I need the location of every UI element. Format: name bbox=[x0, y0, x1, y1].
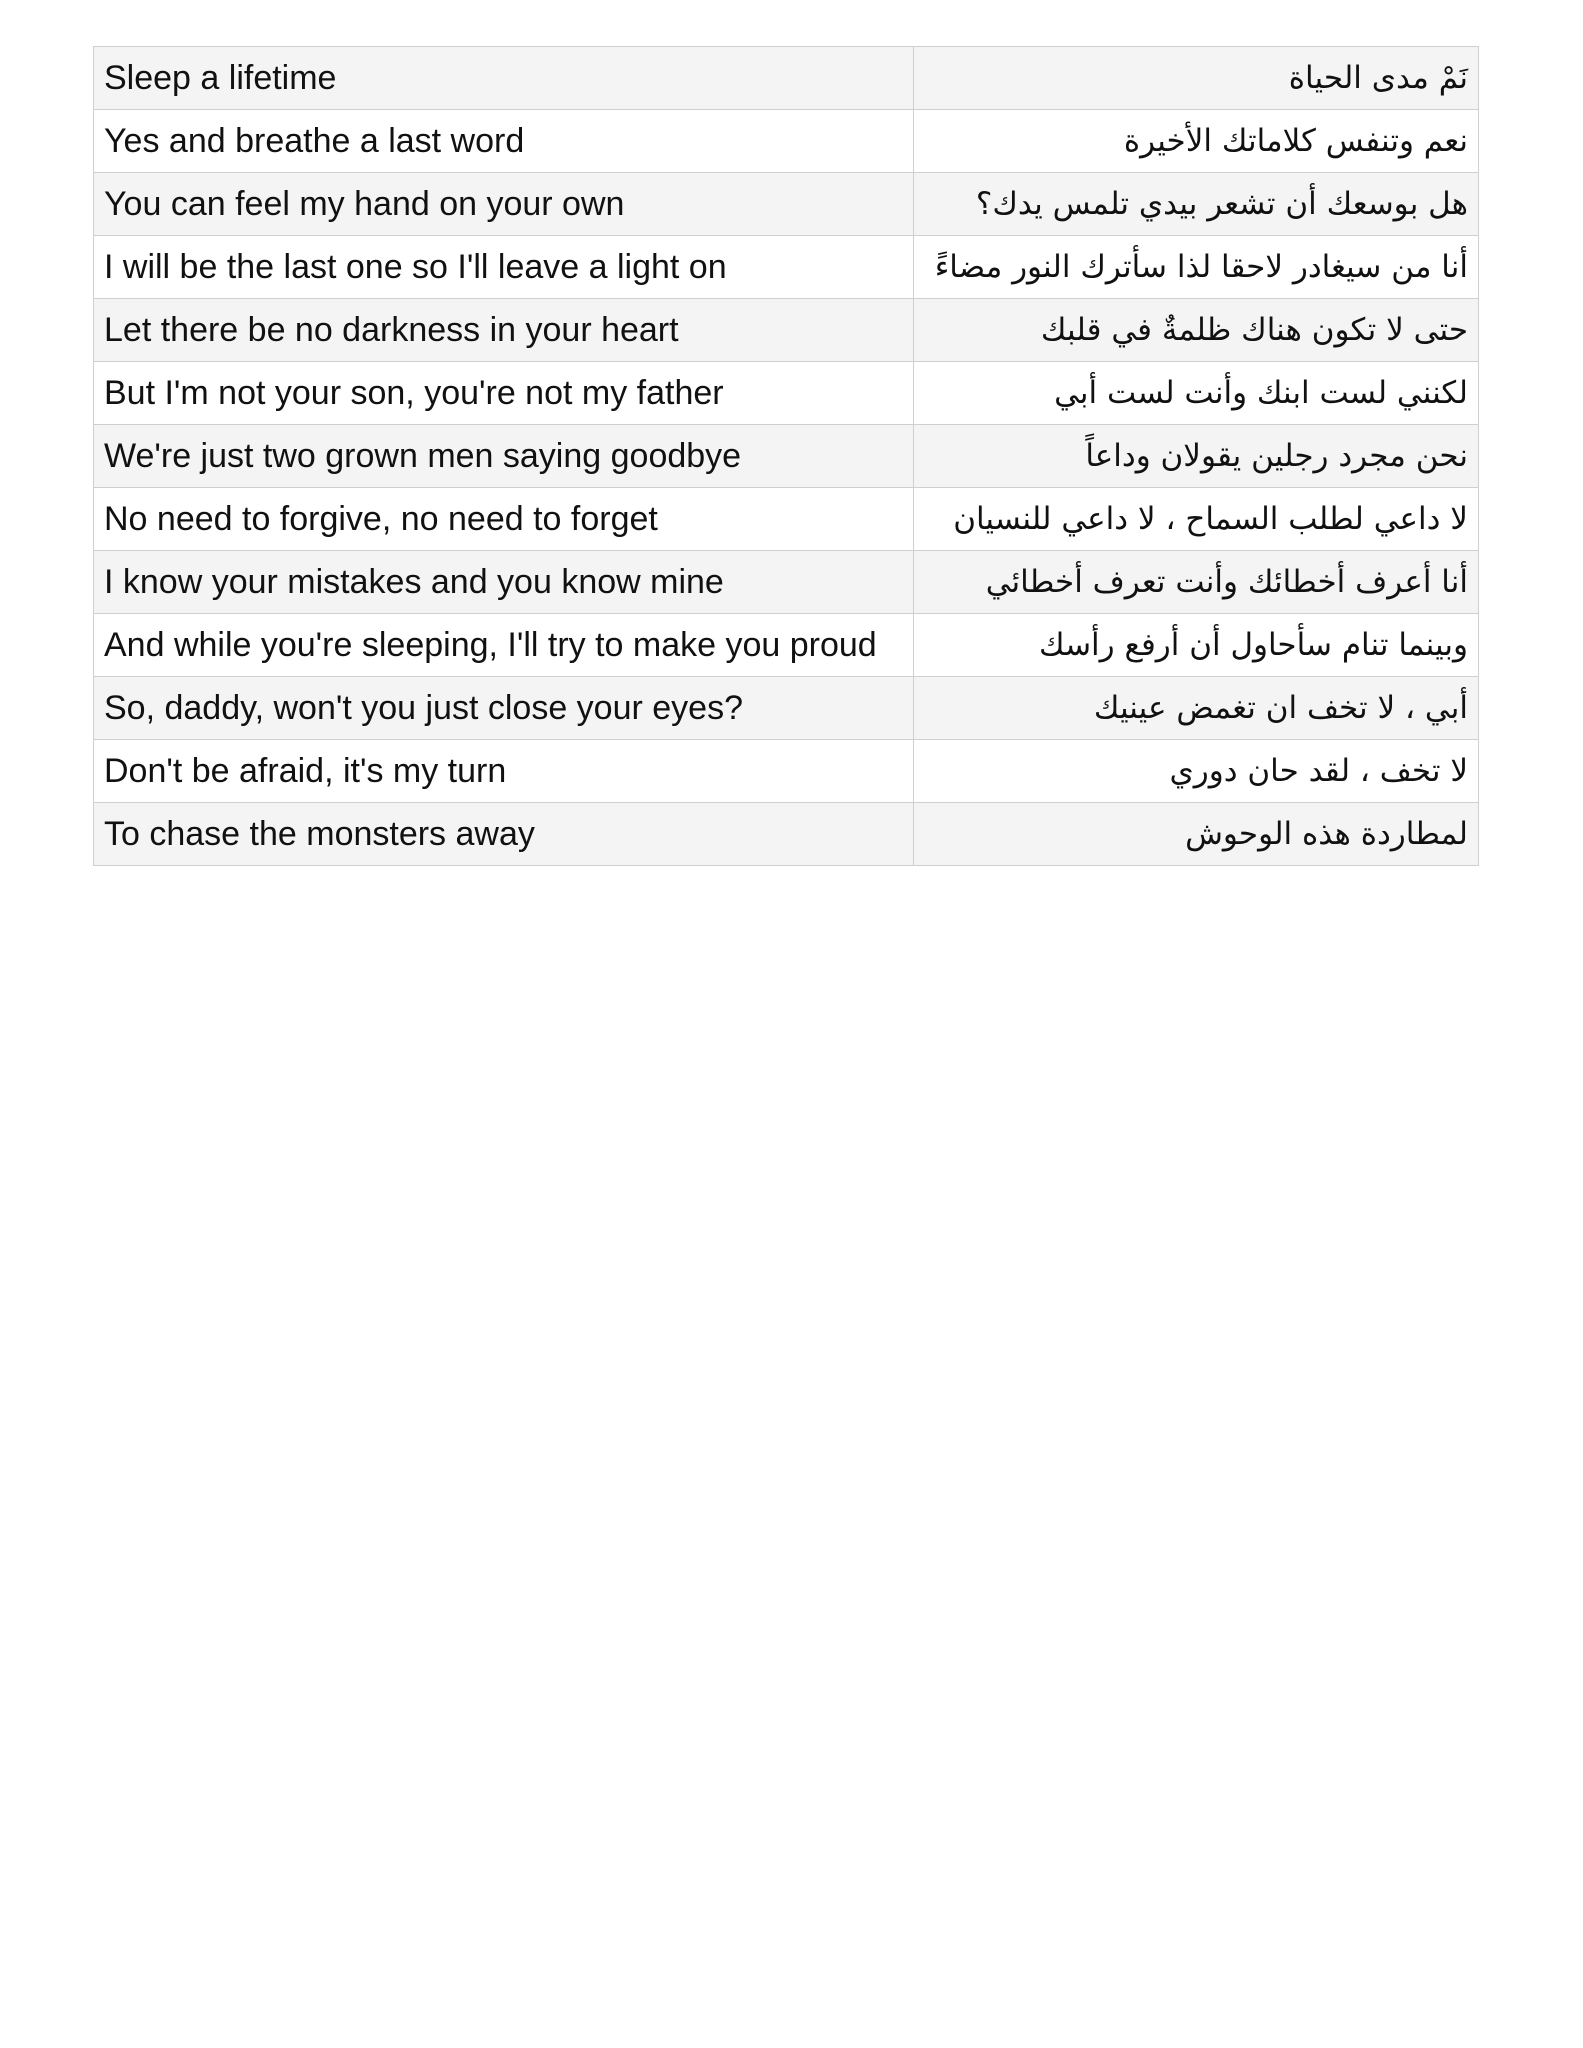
english-line: You can feel my hand on your own bbox=[94, 173, 914, 236]
english-line: Yes and breathe a last word bbox=[94, 110, 914, 173]
english-line: And while you're sleeping, I'll try to make you proud bbox=[94, 614, 914, 677]
arabic-line: نحن مجرد رجلين يقولان وداعاً bbox=[914, 425, 1479, 488]
table-row bbox=[94, 551, 1479, 614]
table-row bbox=[94, 488, 1479, 551]
table-row bbox=[94, 740, 1479, 803]
arabic-line: نعم وتنفس كلاماتك الأخيرة bbox=[914, 110, 1479, 173]
english-line: Don't be afraid, it's my turn bbox=[94, 740, 914, 803]
arabic-line: أنا من سيغادر لاحقا لذا سأترك النور مضاءً bbox=[914, 236, 1479, 299]
english-line: To chase the monsters away bbox=[94, 803, 914, 866]
arabic-line: لمطاردة هذه الوحوش bbox=[914, 803, 1479, 866]
english-line: We're just two grown men saying goodbye bbox=[94, 425, 914, 488]
arabic-line: لا تخف ، لقد حان دوري bbox=[914, 740, 1479, 803]
table-row bbox=[94, 362, 1479, 425]
arabic-line: هل بوسعك أن تشعر بيدي تلمس يدك؟ bbox=[914, 173, 1479, 236]
table-row bbox=[94, 425, 1479, 488]
arabic-line: لكنني لست ابنك وأنت لست أبي bbox=[914, 362, 1479, 425]
english-line: I will be the last one so I'll leave a light on bbox=[94, 236, 914, 299]
table-row bbox=[94, 47, 1479, 110]
arabic-line: أنا أعرف أخطائك وأنت تعرف أخطائي bbox=[914, 551, 1479, 614]
lyrics-translation-table bbox=[93, 46, 1479, 866]
table-row bbox=[94, 173, 1479, 236]
table-row bbox=[94, 236, 1479, 299]
english-line: So, daddy, won't you just close your eyes? bbox=[94, 677, 914, 740]
english-line: I know your mistakes and you know mine bbox=[94, 551, 914, 614]
arabic-line: نَمْ مدى الحياة bbox=[914, 47, 1479, 110]
table-row bbox=[94, 803, 1479, 866]
english-line: No need to forgive, no need to forget bbox=[94, 488, 914, 551]
english-line: Let there be no darkness in your heart bbox=[94, 299, 914, 362]
english-line: But I'm not your son, you're not my father bbox=[94, 362, 914, 425]
table-row bbox=[94, 677, 1479, 740]
table-row bbox=[94, 110, 1479, 173]
table-row bbox=[94, 614, 1479, 677]
arabic-line: وبينما تنام سأحاول أن أرفع رأسك bbox=[914, 614, 1479, 677]
arabic-line: حتى لا تكون هناك ظلمةٌ في قلبك bbox=[914, 299, 1479, 362]
table-row bbox=[94, 299, 1479, 362]
arabic-line: لا داعي لطلب السماح ، لا داعي للنسيان bbox=[914, 488, 1479, 551]
arabic-line: أبي ، لا تخف ان تغمض عينيك bbox=[914, 677, 1479, 740]
english-line: Sleep a lifetime bbox=[94, 47, 914, 110]
